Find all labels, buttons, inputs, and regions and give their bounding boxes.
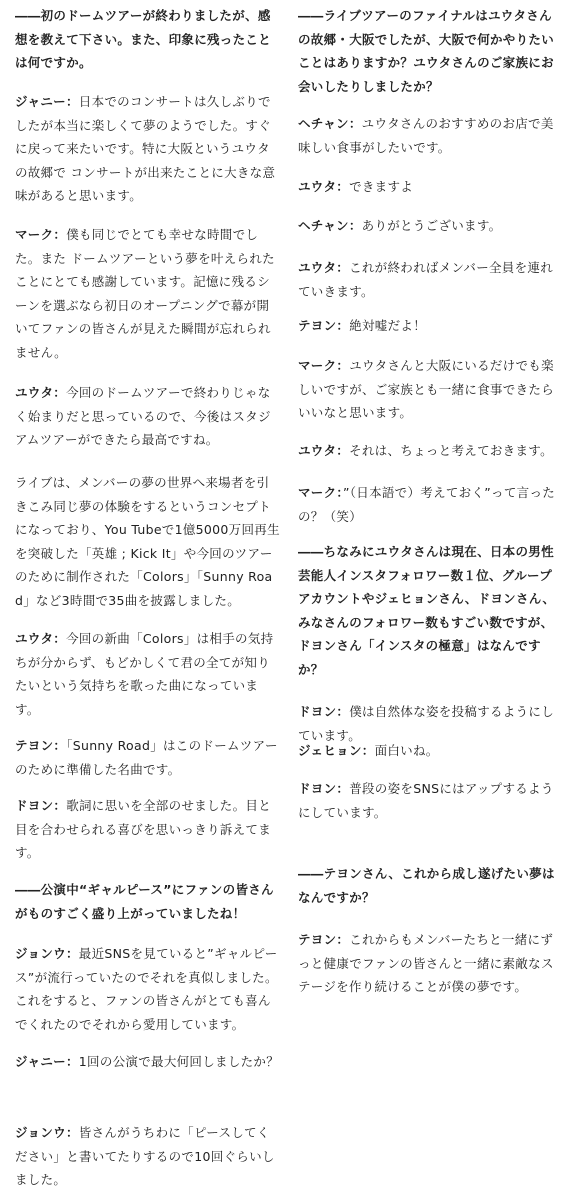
interview-answer xyxy=(15,627,280,721)
paragraph-text: ――ちなみにユウタさんは現在、日本の男性芸能人インスタフォロワー数１位、グループアカウントやジェヒョンさん、ドヨンさん、みなさんのフォロワー数もすごい数ですが、ドヨンさん「インスタの極意」はなんですか？ xyxy=(298,544,556,677)
interview-answer xyxy=(298,481,563,528)
interview-answer xyxy=(15,1050,280,1074)
paragraph-text: それは、ちょっと考えておきます。 xyxy=(349,443,553,458)
speaker-name: テヨン： xyxy=(298,318,350,333)
paragraph-text: ――初のドームツアーが終わりましたが、感想を教えて下さい。また、印象に残ったことは何ですか。 xyxy=(15,8,272,70)
interview-answer xyxy=(15,942,280,1036)
paragraph-text: ――テヨンさん、これから成し遂げたい夢はなんですか？ xyxy=(298,866,555,905)
interview-question xyxy=(298,862,563,909)
paragraph-text: 最近SNSを見ていると”ギャルピース”が流行っていたのでそれを真似しました。これをすると、ファンの皆さんがとても喜んでくれたのでそれから愛用しています。 xyxy=(15,946,278,1032)
speaker-name: ジェヒョン： xyxy=(298,743,375,758)
speaker-name: マーク： xyxy=(15,227,67,242)
speaker-name: マーク： xyxy=(298,358,350,373)
speaker-name: テヨン： xyxy=(15,738,67,753)
speaker-name: ユウタ： xyxy=(298,443,350,458)
speaker-name: マーク： xyxy=(298,485,343,500)
interview-answer xyxy=(298,777,563,824)
speaker-name: ユウタ： xyxy=(298,260,350,275)
speaker-name: ドヨン： xyxy=(15,798,67,813)
speaker-name: ジョンウ： xyxy=(15,1125,79,1140)
interview-answer xyxy=(15,794,280,865)
speaker-name: ユウタ： xyxy=(15,385,67,400)
interview-question xyxy=(298,540,563,681)
interview-answer xyxy=(15,734,280,781)
narration-paragraph xyxy=(15,471,280,612)
interview-answer xyxy=(15,1121,280,1192)
paragraph-text: ライブは、メンバーの夢の世界へ来場者を引きこみ同じ夢の体験をするというコンセプトになっており、You Tubeで1億5000万回再生を突破した「英雄 ; Kick It」や今回のツアーのために制作された「Colors」「Sunny Road」など3時間で35曲を披露しました。 xyxy=(15,475,280,608)
paragraph-text: 今回のドームツアーで終わりじゃなく始まりだと思っているので、今後はスタジアムツアーができたら最高ですね。 xyxy=(15,385,271,447)
interview-answer xyxy=(298,112,563,159)
speaker-name: ユウタ： xyxy=(298,179,350,194)
paragraph-text: 面白いね。 xyxy=(374,743,439,758)
paragraph-text: 僕も同じでとても幸せな時間でした。また ドームツアーという夢を叶えられたことにとても感謝しています。記憶に残るシーンを選ぶなら初日のオープニングで幕が開いてファンの皆さんが見えた瞬間が忘れられません。 xyxy=(15,227,275,360)
paragraph-text: ユウタさんと大阪にいるだけでも楽しいですが、ご家族とも一緒に食事できたらいいなと思います。 xyxy=(298,358,555,420)
paragraph-text: 歌詞に思いを全部のせました。目と目を合わせられる喜びを思いっきり訴えてます。 xyxy=(15,798,272,860)
speaker-name: ジャニー： xyxy=(15,94,79,109)
paragraph-text: 「Sunny Road」はこのドームツアーのために準備した名曲です。 xyxy=(15,738,278,777)
speaker-name: テヨン： xyxy=(298,932,350,947)
speaker-name: ヘチャン： xyxy=(298,116,362,131)
interview-answer xyxy=(298,314,563,338)
speaker-name: ドヨン： xyxy=(298,704,350,719)
paragraph-text: ――公演中“ギャルピース”にファンの皆さんがものすごく盛り上がっていましたね！ xyxy=(15,882,274,921)
interview-answer xyxy=(298,739,563,763)
paragraph-text: ユウタさんのおすすめのお店で美味しい食事がしたいです。 xyxy=(298,116,554,155)
speaker-name: ユウタ： xyxy=(15,631,67,646)
interview-question xyxy=(15,878,280,925)
speaker-name: ヘチャン： xyxy=(298,218,362,233)
paragraph-text: 1回の公演で最大何回しましたか？ xyxy=(78,1054,280,1069)
paragraph-text: ――ライブツアーのファイナルはユウタさんの故郷・大阪でしたが、大阪で何かやりたいことはありますか？ユウタさんのご家族にお会いしたりしましたか？ xyxy=(298,8,555,94)
paragraph-text: 今回の新曲「Colors」は相手の気持ちが分からず、もどかしくて君の全てが知りたいという気持ちを歌った曲になっています。 xyxy=(15,631,274,717)
interview-answer xyxy=(15,223,280,364)
interview-answer xyxy=(298,439,563,463)
paragraph-text: これが終わればメンバー全員を連れていきます。 xyxy=(298,260,554,299)
interview-answer xyxy=(298,928,563,999)
interview-answer xyxy=(298,214,563,238)
speaker-name: ジョンウ： xyxy=(15,946,79,961)
paragraph-text: 絶対嘘だよ！ xyxy=(349,318,427,333)
paragraph-text: これからもメンバーたちと一緒にずっと健康でファンの皆さんと一緒に素敵なステージを作り続けることが僕の夢です。 xyxy=(298,932,554,994)
paragraph-text: ありがとうございます。 xyxy=(361,218,502,233)
interview-answer xyxy=(15,90,280,208)
interview-answer xyxy=(298,256,563,303)
paragraph-text: 僕は自然体な姿を投稿するようにしています。 xyxy=(298,704,555,743)
speaker-name: ジャニー： xyxy=(15,1054,79,1069)
paragraph-text: できますよ xyxy=(349,179,414,194)
interview-answer xyxy=(298,175,563,199)
paragraph-text: 皆さんがうちわに「ピースしてください」と書いてたりするので10回ぐらいしました。 xyxy=(15,1125,275,1187)
paragraph-text: 日本でのコンサートは久しぶりでしたが本当に楽しくて夢のようでした。すぐに戻って来たいです。特に大阪というユウタの故郷で コンサートが出来たことに大きな意味があると思います。 xyxy=(15,94,276,203)
speaker-name: ドヨン： xyxy=(298,781,350,796)
interview-answer xyxy=(298,354,563,425)
interview-answer xyxy=(15,381,280,452)
paragraph-text: ”（日本語で）考えておく”って言ったの？（笑） xyxy=(298,485,556,524)
paragraph-text: 普段の姿をSNSにはアップするようにしています。 xyxy=(298,781,554,820)
interview-question xyxy=(298,4,563,98)
interview-question xyxy=(15,4,280,75)
